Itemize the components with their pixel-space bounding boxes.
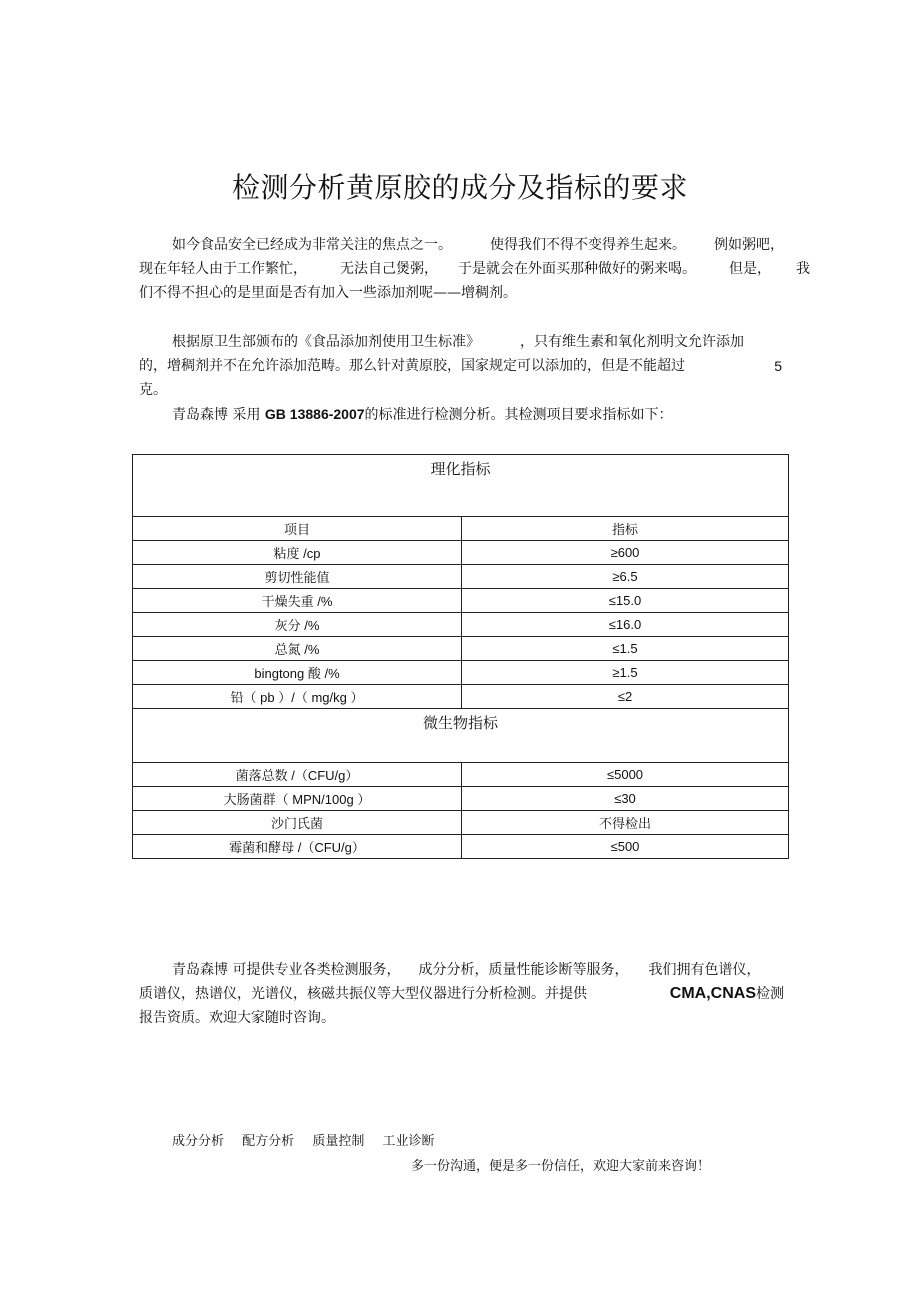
value-cell: ≤15.0 xyxy=(462,589,789,613)
item-cell: 铅（ pb ）/（ mg/kg ） xyxy=(133,685,462,709)
value-cell: ≥1.5 xyxy=(462,661,789,685)
section-row xyxy=(133,709,789,763)
table-row xyxy=(133,565,789,589)
value-cell: ≥6.5 xyxy=(462,565,789,589)
regulation-text: 的，增稠剂并不在允许添加范畴。那么针对黄原胶，国家规定可以添加的，但是不能超过 xyxy=(139,358,685,374)
intro-text: 但是， xyxy=(729,261,771,277)
section-row xyxy=(133,455,789,517)
table-row xyxy=(133,811,789,835)
item-cell: 剪切性能值 xyxy=(133,565,462,589)
regulation-text: 采用 xyxy=(232,407,261,423)
services-text: 报告资质。欢迎大家随时咨询。 xyxy=(139,1010,335,1026)
intro-text: 使得我们不得不变得养生起来。 xyxy=(490,237,686,253)
table-row xyxy=(133,685,789,709)
footer-link-quality: 质量控制 xyxy=(312,1134,365,1149)
table-row xyxy=(133,541,789,565)
item-cell: 粘度 /cp xyxy=(133,541,462,565)
services-text: 可提供专业各类检测服务， xyxy=(232,962,401,978)
table-row xyxy=(133,637,789,661)
table-row xyxy=(133,787,789,811)
intro-text: 无法自己煲粥， xyxy=(340,261,438,277)
item-cell: 干燥失重 /% xyxy=(133,589,462,613)
value-cell: ≤2 xyxy=(462,685,789,709)
footer-link-composition: 成分分析 xyxy=(172,1134,225,1149)
value-cell: ≤16.0 xyxy=(462,613,789,637)
regulation-paragraph xyxy=(139,330,784,427)
services-text: 我们拥有色谱仪， xyxy=(648,962,761,978)
certification-text: CMA,CNAS xyxy=(669,985,756,1002)
intro-text: 现在年轻人由于工作繁忙， xyxy=(139,261,307,277)
header-item: 项目 xyxy=(133,517,462,541)
item-cell: 霉菌和酵母 /（CFU/g） xyxy=(133,835,462,859)
value-cell: ≤5000 xyxy=(462,763,789,787)
value-cell: ≤30 xyxy=(462,787,789,811)
header-index: 指标 xyxy=(462,517,789,541)
regulation-text: 的标准进行检测分析。其检测项目要求指标如下： xyxy=(364,407,673,423)
intro-text: 如今食品安全已经成为非常关注的焦点之一。 xyxy=(172,237,452,253)
company-name: 青岛森博 xyxy=(172,962,228,978)
item-cell: 沙门氏菌 xyxy=(133,811,462,835)
regulation-text: 克。 xyxy=(139,382,167,398)
item-cell: 大肠菌群（ MPN/100g ） xyxy=(133,787,462,811)
standard-code: GB 13886-2007 xyxy=(264,406,365,422)
table-row xyxy=(133,763,789,787)
regulation-text: 根据原卫生部颁布的《食品添加剂使用卫生标准》 xyxy=(172,334,480,350)
intro-text: 们不得不担心的是里面是否有加入一些添加剂呢——增稠剂。 xyxy=(139,285,517,301)
footer-slogan: 多一份沟通，便是多一份信任，欢迎大家前来咨询！ xyxy=(411,1159,711,1174)
intro-paragraph xyxy=(139,233,810,305)
item-cell: 灰分 /% xyxy=(133,613,462,637)
section-title-microbe: 微生物指标 xyxy=(133,709,789,763)
item-cell: bingtong 酸 /% xyxy=(133,661,462,685)
table-row xyxy=(133,661,789,685)
table-row xyxy=(133,613,789,637)
table-row xyxy=(133,835,789,859)
services-text: 检测 xyxy=(756,986,784,1002)
section-title-physchem: 理化指标 xyxy=(133,455,789,517)
item-cell: 菌落总数 /（CFU/g） xyxy=(133,763,462,787)
value-cell: ≤500 xyxy=(462,835,789,859)
services-paragraph xyxy=(139,958,784,1030)
value-cell: ≥600 xyxy=(462,541,789,565)
intro-text: 于是就会在外面买那种做好的粥来喝。 xyxy=(458,261,696,277)
value-cell: 不得检出 xyxy=(462,811,789,835)
item-cell: 总氮 /% xyxy=(133,637,462,661)
intro-text: 例如粥吧， xyxy=(714,237,784,253)
footer-links xyxy=(172,1130,448,1149)
limit-number: 5 xyxy=(774,358,782,374)
table-header-row xyxy=(133,517,789,541)
services-text: 成分分析，质量性能诊断等服务， xyxy=(418,962,629,978)
spec-table xyxy=(132,454,789,859)
table-row xyxy=(133,589,789,613)
services-text: 质谱仪，热谱仪，光谱仪，核磁共振仪等大型仪器进行分析检测。并提供 xyxy=(139,986,587,1002)
company-name: 青岛森博 xyxy=(172,407,228,423)
regulation-text: ，只有维生素和氧化剂明文允许添加 xyxy=(520,334,744,350)
footer-link-industrial: 工业诊断 xyxy=(382,1134,435,1149)
value-cell: ≤1.5 xyxy=(462,637,789,661)
document-title: 检测分析黄原胶的成分及指标的要求 xyxy=(231,171,688,204)
intro-text: 我 xyxy=(796,261,810,277)
footer-link-formula: 配方分析 xyxy=(242,1134,295,1149)
